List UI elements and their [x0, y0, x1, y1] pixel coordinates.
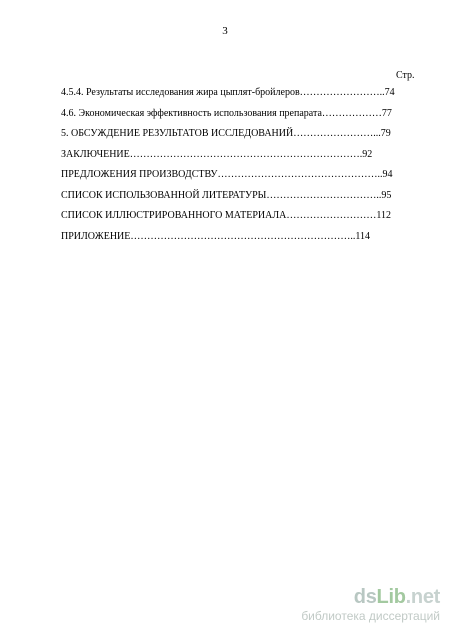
watermark-tagline: библиотека диссертаций	[301, 609, 440, 623]
toc-entry-illustrations	[61, 209, 421, 230]
toc-entry-conclusion	[61, 148, 421, 169]
toc-entry-text: 5. ОБСУЖДЕНИЕ РЕЗУЛЬТАТОВ ИССЛЕДОВАНИЙ……………………...79	[61, 128, 391, 139]
logo-net: .net	[405, 586, 440, 608]
toc-entry-discussion	[61, 127, 421, 148]
page-column-label: Стр.	[396, 70, 415, 81]
toc-entry-text: СПИСОК ИЛЛЮСТРИРОВАННОГО МАТЕРИАЛА………………………112	[61, 210, 391, 221]
toc-entry-references	[61, 189, 421, 210]
toc-entry-text: 4.5.4. Результаты исследования жира цыплят-бройлеров……………………..74	[61, 87, 395, 98]
toc-entry-proposals	[61, 168, 421, 189]
dslib-watermark	[250, 586, 440, 623]
page-number: 3	[222, 25, 228, 37]
toc-entry-text: СПИСОК ИСПОЛЬЗОВАННОЙ ЛИТЕРАТУРЫ……………………………..95	[61, 189, 392, 201]
toc-entry-appendix	[61, 230, 421, 251]
toc-entry-text: 4.6. Экономическая эффективность использования препарата………………77	[61, 107, 392, 119]
logo-lib: Lib	[376, 586, 406, 608]
toc-entry-text: ЗАКЛЮЧЕНИЕ…………………………………………………………….92	[61, 148, 373, 160]
toc-entry-results-fat	[61, 86, 421, 107]
toc-entry-text: ПРЕДЛОЖЕНИЯ ПРОИЗВОДСТВУ…………………………………………..94	[61, 169, 393, 180]
toc-entry-text: ПРИЛОЖЕНИЕ…………………………………………………………..114	[61, 230, 371, 242]
dslib-logo	[250, 586, 440, 608]
logo-ds: ds	[353, 586, 377, 608]
toc-entry-economic-efficiency	[61, 107, 421, 128]
table-of-contents	[61, 86, 421, 250]
